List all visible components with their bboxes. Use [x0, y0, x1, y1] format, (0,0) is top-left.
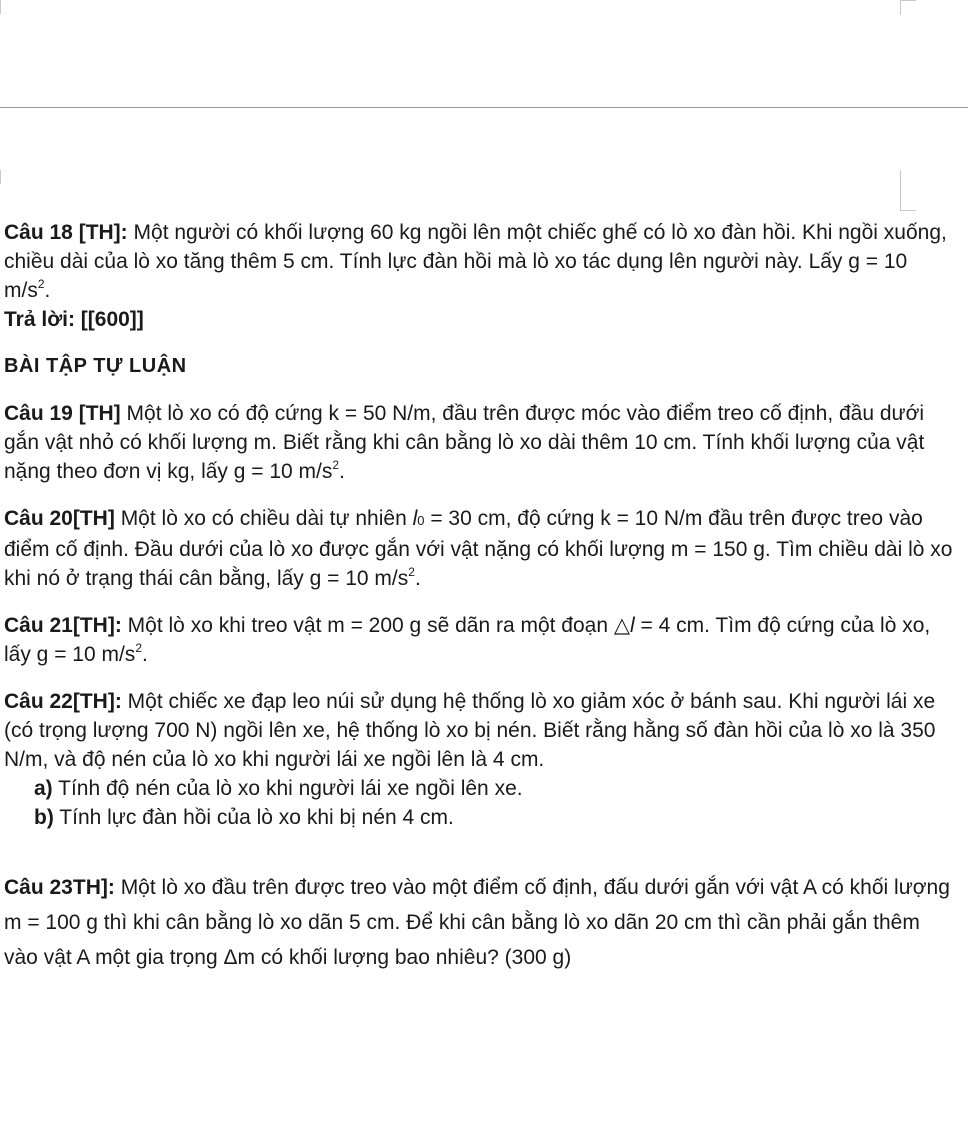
question-19: [4, 399, 954, 486]
question-22: [4, 687, 954, 774]
question-20: [4, 504, 954, 593]
question-22-part-a: [4, 774, 954, 803]
answer-line: [4, 305, 954, 334]
question-22-part-b: [4, 803, 954, 832]
question-text-end: .: [339, 460, 345, 483]
question-text-cont: = 30 cm, độ cứng k = 10 N/m đầu trên được treo vào điểm cố định. Đầu dưới của lò xo được gắn với vật nặng có khối lượng m = 150 g. Tìm chiều dài lò xo khi nó ở trạng thái cân bằng, lấy g = 10 m/s: [4, 507, 953, 590]
question-23: [4, 870, 954, 975]
question-text-end: .: [44, 279, 51, 302]
crop-mark-bottom-left: [0, 170, 3, 184]
question-text: Một lò xo khi treo vật m = 200 g sẽ dãn ra một đoạn △: [121, 614, 631, 637]
question-text-end: .: [414, 567, 421, 590]
part-text: Tính lực đàn hồi của lò xo khi bị nén 4 cm.: [53, 806, 454, 829]
length-subscript: 0: [417, 513, 425, 528]
question-text: Một lò xo có chiều dài tự nhiên: [114, 507, 413, 530]
question-label: Câu 18 [TH]:: [4, 221, 128, 244]
question-label: Câu 23TH]:: [4, 876, 115, 899]
crop-mark-top-right: [900, 0, 916, 15]
part-label: a): [34, 777, 53, 800]
answer-label: Trả lời:: [4, 308, 75, 331]
question-21: [4, 611, 954, 669]
question-18: [4, 218, 954, 305]
part-label: b): [34, 806, 54, 829]
question-label: Câu 22[TH]:: [4, 690, 122, 713]
question-text-cont: = 4 cm. Tìm độ cứng của lò xo, lấy g = 10 m/s: [4, 614, 931, 666]
question-text: Một lò xo có độ cứng k = 50 N/m, đầu trên được móc vào điểm treo cố định, đầu dưới gắn vật nhỏ có khối lượng m. Biết rằng khi cân bằng lò xo dài thêm 10 cm. Tính khối lượng của vật nặng theo đơn vị kg, lấy g = 10 m/s: [4, 402, 925, 483]
question-text: Một chiếc xe đạp leo núi sử dụng hệ thống lò xo giảm xóc ở bánh sau. Khi người lái xe (có trọng lượng 700 N) ngồi lên xe, hệ thống lò xo bị nén. Biết rằng hằng số đàn hồi của lò xo là 350 N/m, và độ nén của lò xo khi người lái xe ngồi lên là 4 cm.: [4, 690, 936, 771]
exponent: 2: [332, 458, 340, 472]
length-symbol: l: [412, 507, 418, 530]
exponent: 2: [408, 565, 415, 579]
question-text-end: .: [142, 643, 148, 666]
page-break-line: [0, 107, 968, 108]
question-text: Một lò xo đầu trên được treo vào một điểm cố định, đấu dưới gắn với vật A có khối lượng m = 100 g thì khi cân bằng lò xo dãn 5 cm. Để khi cân bằng lò xo dãn 20 cm thì cần phải gắn thêm vào vật A một gia trọng Δm có khối lượng bao nhiêu? (300 g): [4, 876, 950, 969]
document-body: [4, 218, 954, 975]
question-label: Câu 19 [TH]: [4, 402, 121, 425]
length-symbol: l: [630, 614, 635, 637]
crop-mark-top-left: [0, 0, 3, 14]
crop-mark-bottom-right: [900, 170, 916, 211]
section-heading: BÀI TẬP TỰ LUẬN: [4, 355, 187, 377]
exponent: 2: [135, 641, 142, 655]
question-text: Một người có khối lượng 60 kg ngồi lên một chiếc ghế có lò xo đàn hồi. Khi ngồi xuống, chiều dài của lò xo tăng thêm 5 cm. Tính lực đàn hồi mà lò xo tác dụng lên người này. Lấy g = 10 m/s: [4, 221, 947, 302]
question-label: Câu 20[TH]: [4, 507, 115, 530]
answer-value: [[600]]: [74, 308, 144, 331]
part-text: Tính độ nén của lò xo khi người lái xe ngồi lên xe.: [52, 777, 523, 800]
question-label: Câu 21[TH]:: [4, 614, 122, 637]
exponent: 2: [37, 277, 45, 291]
